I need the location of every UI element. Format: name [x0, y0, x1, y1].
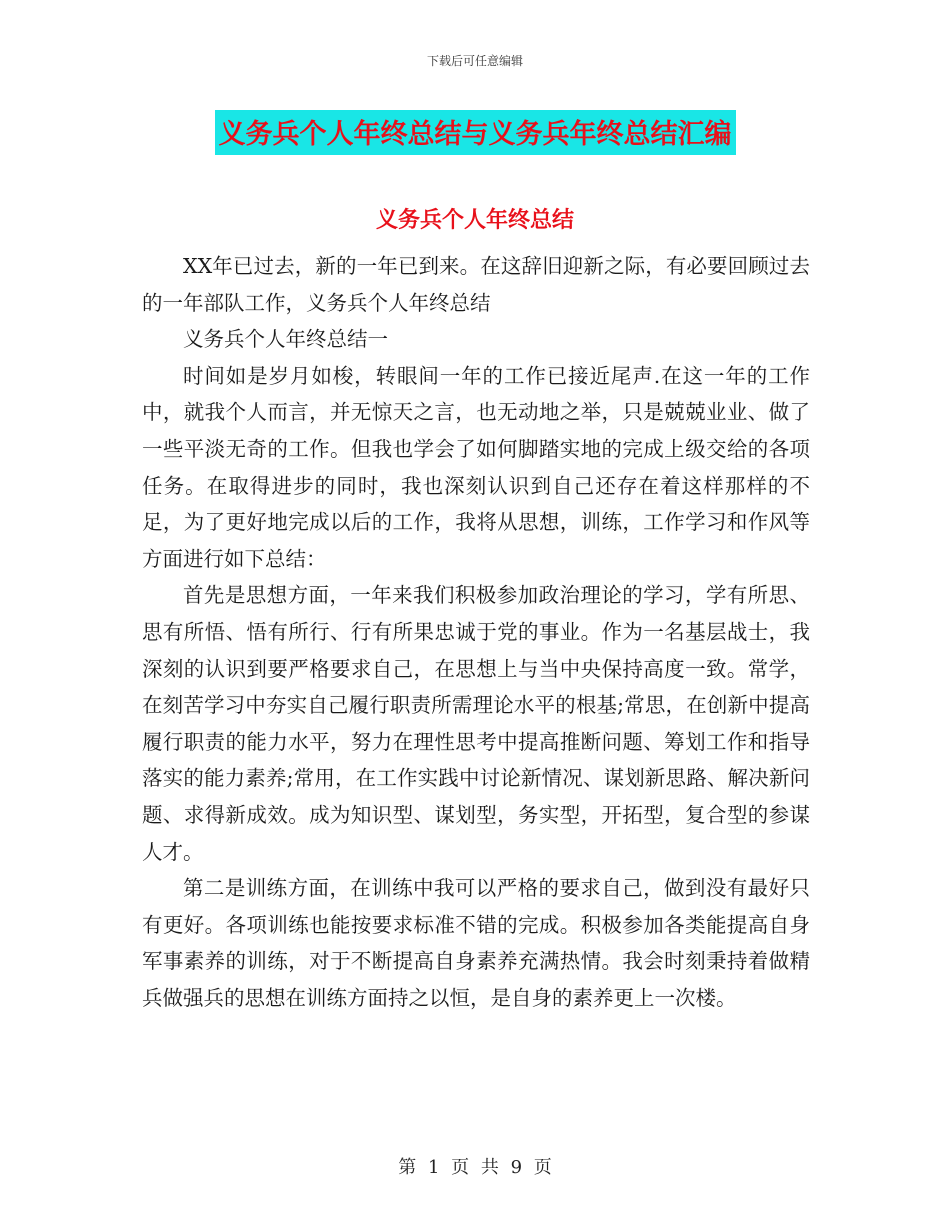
page-footer: 第 1 页 共 9 页	[398, 1157, 552, 1178]
paragraph-subheading: 义务兵个人年终总结一	[183, 327, 388, 352]
document-title: 义务兵个人年终总结与义务兵年终总结汇编	[215, 110, 736, 155]
document-body	[142, 248, 810, 1016]
paragraph-overview: 时间如是岁月如梭，转眼间一年的工作已接近尾声.在这一年的工作中，就我个人而言，并无惊天之言，也无动地之举，只是兢兢业业、做了一些平淡无奇的工作。但我也学会了如何脚踏实地的完成上级交给的各项任务。在取得进步的同时，我也深刻认识到自己还存在着这样那样的不足，为了更好地完成以后的工作，我将从思想，训练，工作学习和作风等方面进行如下总结：	[142, 363, 810, 571]
paragraph-intro: XX年已过去，新的一年已到来。在这辞旧迎新之际，有必要回顾过去的一年部队工作，义务兵个人年终总结	[142, 254, 810, 315]
section-heading: 义务兵个人年终总结	[375, 208, 574, 233]
paragraph-thought: 首先是思想方面，一年来我们积极参加政治理论的学习，学有所思、思有所悟、悟有所行、行有所果忠诚于党的事业。作为一名基层战士，我深刻的认识到要严格要求自己，在思想上与当中央保持高度一致。常学，在刻苦学习中夯实自己履行职责所需理论水平的根基;常思，在创新中提高履行职责的能力水平，努力在理性思考中提高推断问题、筹划工作和指导落实的能力素养;常用，在工作实践中讨论新情况、谋划新思路、解决新问题、求得新成效。成为知识型、谋划型，务实型，开拓型，复合型的参谋人才。	[142, 583, 810, 864]
document-title-container	[0, 110, 950, 155]
page-header: 下载后可任意编辑	[426, 54, 523, 68]
paragraph-training: 第二是训练方面，在训练中我可以严格的要求自己，做到没有最好只有更好。各项训练也能按要求标准不错的完成。积极参加各类能提高自身军事素养的训练，对于不断提高自身素养充满热情。我会时刻秉持着做精兵做强兵的思想在训练方面持之以恒，是自身的素养更上一次楼。	[142, 876, 810, 1010]
